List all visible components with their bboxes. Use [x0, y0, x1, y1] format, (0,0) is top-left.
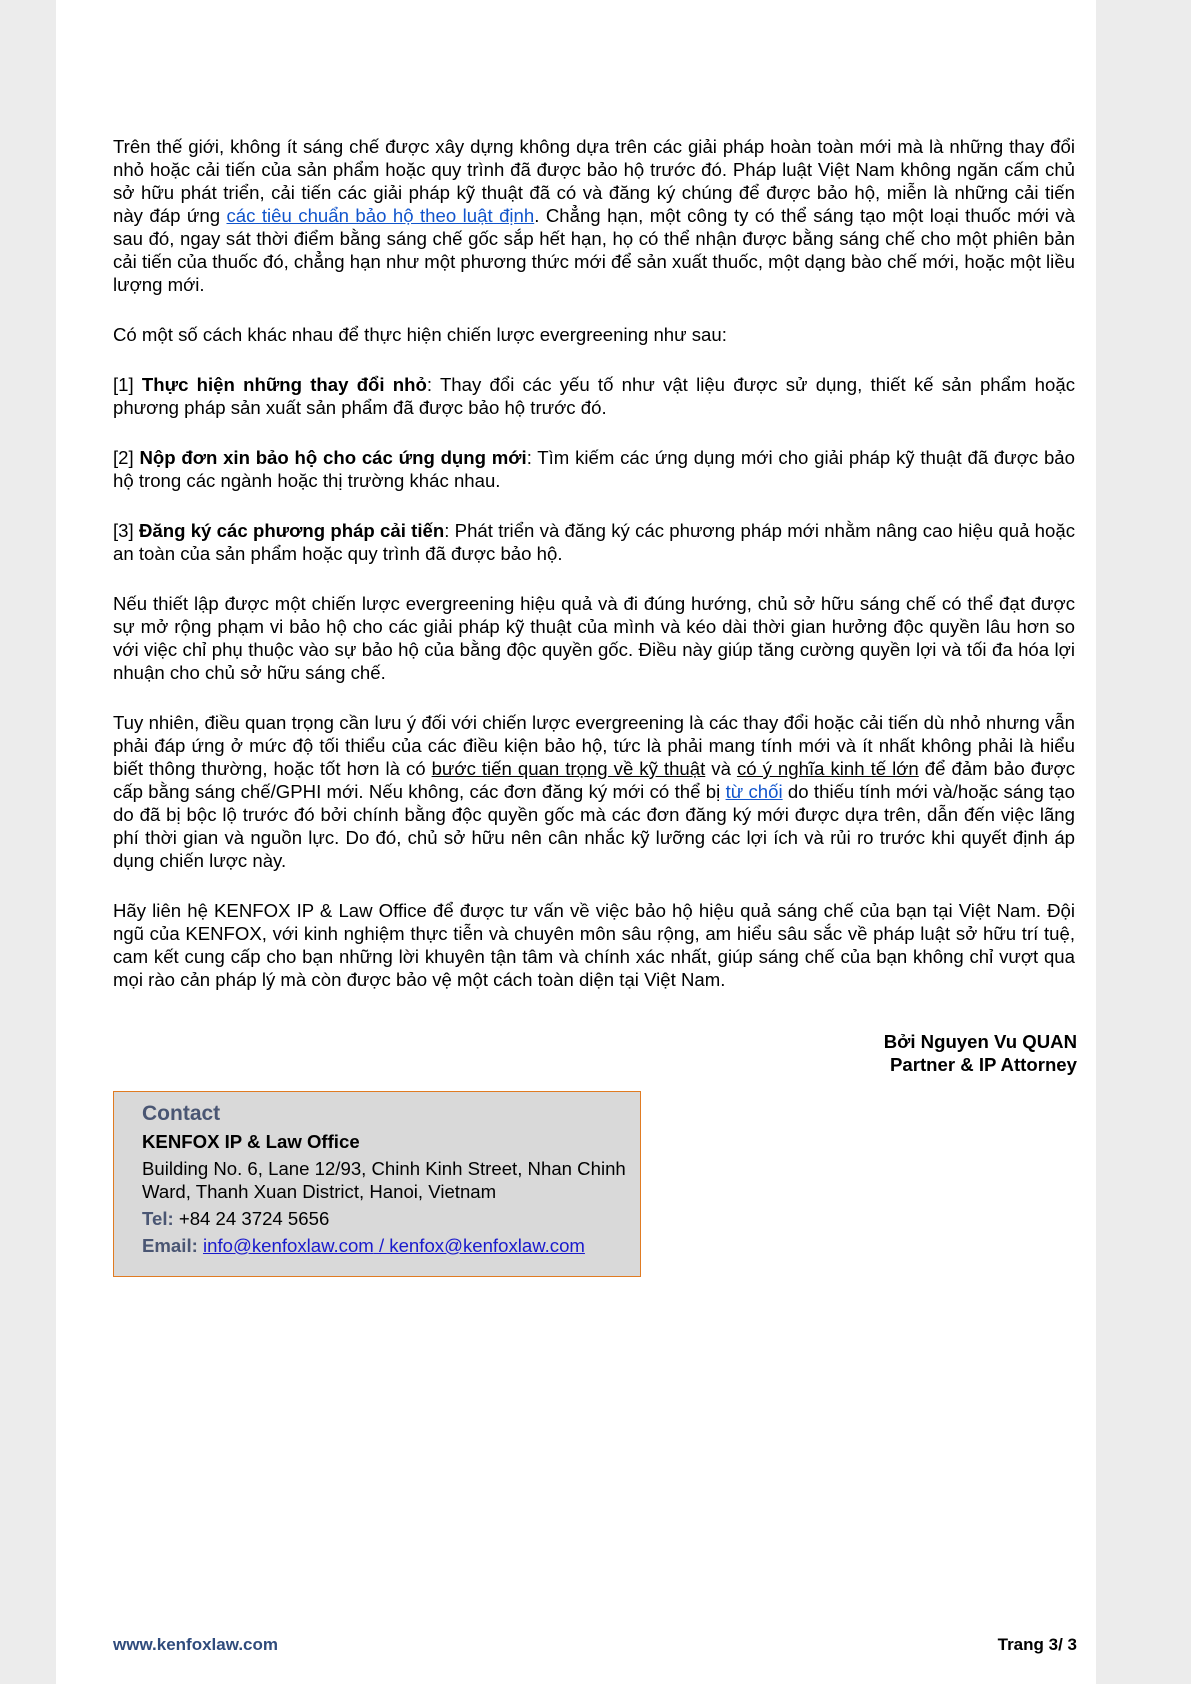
tel-label: Tel: [142, 1208, 174, 1229]
method-item-2-title: Nộp đơn xin bảo hộ cho các ứng dụng mới [139, 447, 527, 468]
email-label: Email: [142, 1235, 198, 1256]
contact-email-row [142, 1234, 630, 1257]
method-item-3-title: Đăng ký các phương pháp cải tiến [138, 520, 445, 541]
author-role: Partner & IP Attorney [889, 1054, 1077, 1075]
contact-box [113, 1091, 641, 1277]
paragraph-benefits: Nếu thiết lập được một chiến lược evergreening hiệu quả và đi đúng hướng, chủ sở hữu sáng chế có thể đạt được sự mở rộng phạm vi bảo hộ cho các giải pháp kỹ thuật của mình và kéo dài thời gian hưởng độc quyền lâu hơn so với việc chỉ phụ thuộc vào sự bảo hộ của bằng độc quyền gốc. Điều này giúp tăng cường quyền lợi và tối đa hóa lợi nhuận cho chủ sở hữu sáng chế. [113, 593, 1075, 683]
footer-website[interactable]: www.kenfoxlaw.com [113, 1635, 279, 1654]
footer-page-number: Trang 3/ 3 [997, 1635, 1077, 1654]
contact-title: Contact [142, 1102, 221, 1125]
author-name: Bởi Nguyen Vu QUAN [883, 1031, 1077, 1052]
contact-address: Building No. 6, Lane 12/93, Chinh Kinh Street, Nhan Chinh Ward, Thanh Xuan District, Hanoi, Vietnam [142, 1158, 626, 1202]
signature-block [656, 1030, 1077, 1076]
paragraph-intro: Trên thế giới, không ít sáng chế được xây dựng không dựa trên các giải pháp hoàn toàn mới mà là những thay đổi nhỏ hoặc cải tiến của sản phẩm hoặc quy trình đã được bảo hộ trước đó. Pháp luật Việt Nam không ngăn cấm chủ sở hữu phát triển, cải tiến các giải pháp kỹ thuật đã có và đăng ký chúng để được bảo hộ, miễn là những cải tiến này đáp ứng các tiêu chuẩn bảo hộ theo luật định. Chẳng hạn, một công ty có thể sáng tạo một loại thuốc mới và sau đó, ngay sát thời điểm bằng sáng chế gốc sắp hết hạn, họ có thể nhận được bằng sáng chế cho một phiên bản cải tiến của thuốc đó, chẳng hạn như một phương thức mới để sản xuất thuốc, một dạng bào chế mới, hoặc một liều lượng mới. [113, 136, 1075, 295]
legal-standards-link[interactable]: các tiêu chuẩn bảo hộ theo luật định [226, 205, 535, 226]
email-link-info[interactable]: info@kenfoxlaw.com [202, 1235, 374, 1256]
method-item-1-title: Thực hiện những thay đổi nhỏ [141, 374, 427, 395]
article-body [113, 135, 1075, 1018]
contact-tel-row [142, 1207, 630, 1230]
method-item-2: [2] Nộp đơn xin bảo hộ cho các ứng dụng mới: Tìm kiếm các ứng dụng mới cho giải pháp kỹ thuật đã được bảo hộ trong các ngành hoặc thị trường khác nhau. [113, 447, 1075, 491]
contact-company: KENFOX IP & Law Office [142, 1131, 360, 1152]
paragraph-methods-intro: Có một số cách khác nhau để thực hiện chiến lược evergreening như sau: [113, 324, 727, 345]
tel-value: +84 24 3724 5656 [173, 1208, 330, 1229]
underlined-economic-significance: có ý nghĩa kinh tế lớn [736, 758, 919, 779]
method-item-3: [3] Đăng ký các phương pháp cải tiến: Phát triển và đăng ký các phương pháp mới nhằm nâng cao hiệu quả hoặc an toàn của sản phẩm hoặc quy trình đã được bảo hộ. [113, 520, 1076, 564]
document-page [56, 0, 1096, 1684]
paragraph-contact-cta: Hãy liên hệ KENFOX IP & Law Office để được tư vấn về việc bảo hộ hiệu quả sáng chế của bạn tại Việt Nam. Đội ngũ của KENFOX, với kinh nghiệm thực tiễn và chuyên môn sâu rộng, am hiểu sâu sắc về pháp luật sở hữu trí tuệ, cam kết cung cấp cho bạn những lời khuyên tận tâm và chính xác nhất, giúp sáng chế của bạn không chỉ vượt qua mọi rào cản pháp lý mà còn được bảo vệ một cách toàn diện tại Việt Nam. [113, 900, 1075, 990]
method-item-1: [1] Thực hiện những thay đổi nhỏ: Thay đổi các yếu tố như vật liệu được sử dụng, thiết kế sản phẩm hoặc phương pháp sản xuất sản phẩm đã được bảo hộ trước đó. [113, 374, 1076, 418]
underlined-technical-advance: bước tiến quan trọng về kỹ thuật [431, 758, 706, 779]
refusal-link[interactable]: từ chối [725, 781, 783, 802]
email-link-kenfox[interactable]: / kenfox@kenfoxlaw.com [373, 1235, 585, 1256]
paragraph-caution: Tuy nhiên, điều quan trọng cần lưu ý đối với chiến lược evergreening là các thay đổi hoặc cải tiến dù nhỏ nhưng vẫn phải đáp ứng ở mức độ tối thiểu của các điều kiện bảo hộ, tức là phải mang tính mới và ít nhất không phải là hiểu biết thông thường, hoặc tốt hơn là có bước tiến quan trọng về kỹ thuật và có ý nghĩa kinh tế lớn để đảm bảo được cấp bằng sáng chế/GPHI mới. Nếu không, các đơn đăng ký mới có thể bị từ chối do thiếu tính mới và/hoặc sáng tạo do đã bị bộc lộ trước đó bởi chính bằng độc quyền gốc mà các đơn đăng ký mới được dựa trên, dẫn đến việc lãng phí thời gian và nguồn lực. Do đó, chủ sở hữu nên cân nhắc kỹ lưỡng các lợi ích và rủi ro trước khi quyết định áp dụng chiến lược này. [113, 712, 1075, 871]
